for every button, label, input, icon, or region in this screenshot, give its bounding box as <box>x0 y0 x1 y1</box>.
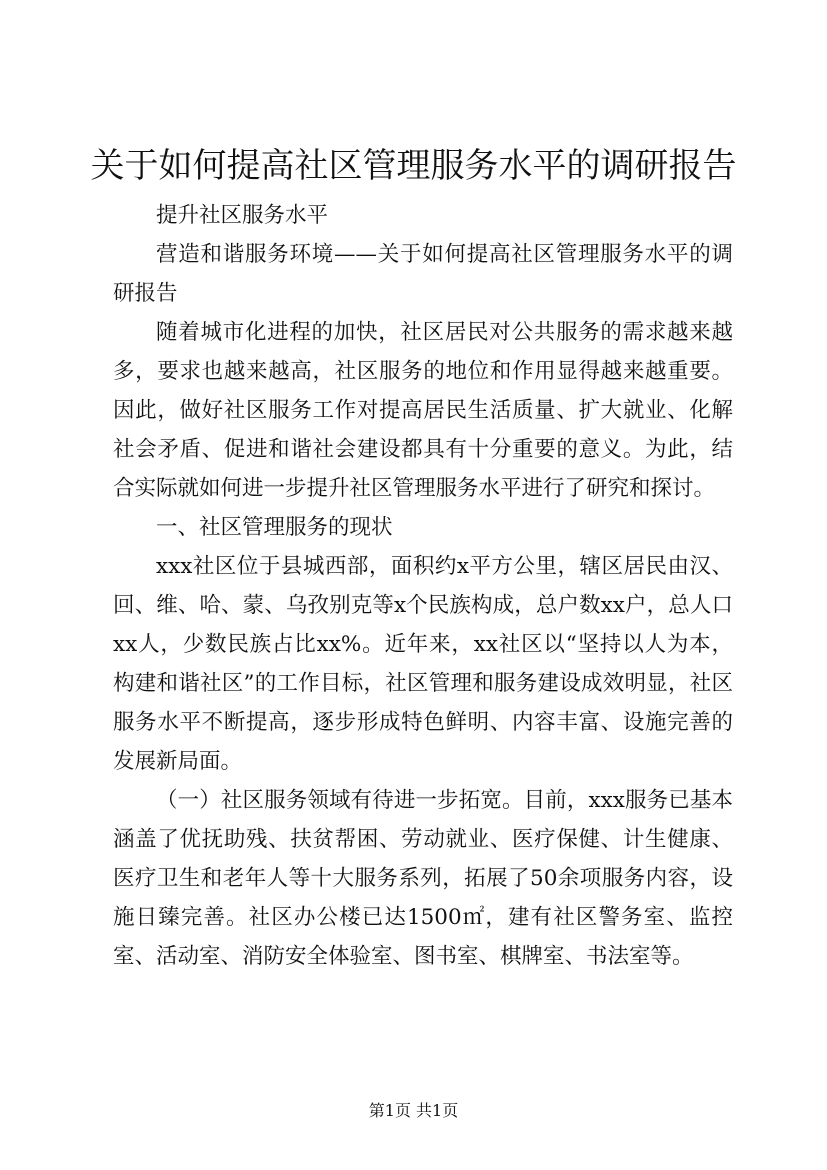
paragraph-heading: 营造和谐服务环境——关于如何提高社区管理服务水平的调研报告 <box>113 242 733 306</box>
paragraph-intro: 随着城市化进程的加快，社区居民对公共服务的需求越来越多，要求也越来越高，社区服务的地位和作用显得越来越重要。因此，做好社区服务工作对提高居民生活质量、扩大就业、化解社会矛盾、促进和谐社会建设都具有十分重要的意义。为此，结合实际就如何进一步提升社区管理服务水平进行了研究和探讨。 <box>113 320 733 501</box>
page-footer: 第1页 共1页 <box>368 1101 459 1120</box>
document-title: 关于如何提高社区管理服务水平的调研报告 <box>90 146 737 186</box>
paragraph-subsection: （一）社区服务领域有待进一步拓宽。目前，xxx服务已基本涵盖了优抚助残、扶贫帮困、劳动就业、医疗保健、计生健康、医疗卫生和老年人等十大服务系列，拓展了50余项服务内容，设施日臻完善。社区办公楼已达1500㎡，建有社区警务室、监控室、活动室、消防安全体验室、图书室、棋牌室、书法室等。 <box>113 788 733 969</box>
document-body <box>113 196 733 976</box>
section-heading: 一、社区管理服务的现状 <box>156 515 393 540</box>
paragraph-status: xxx社区位于县城西部，面积约x平方公里，辖区居民由汉、回、维、哈、蒙、乌孜别克等x个民族构成，总户数xx户，总人口xx人，少数民族占比xx%。近年来，xx社区以“坚持以人为本，构建和谐社区”的工作目标，社区管理和服务建设成效明显，社区服务水平不断提高，逐步形成特色鲜明、内容丰富、设施完善的发展新局面。 <box>113 554 733 774</box>
paragraph-subtitle: 提升社区服务水平 <box>156 203 329 228</box>
